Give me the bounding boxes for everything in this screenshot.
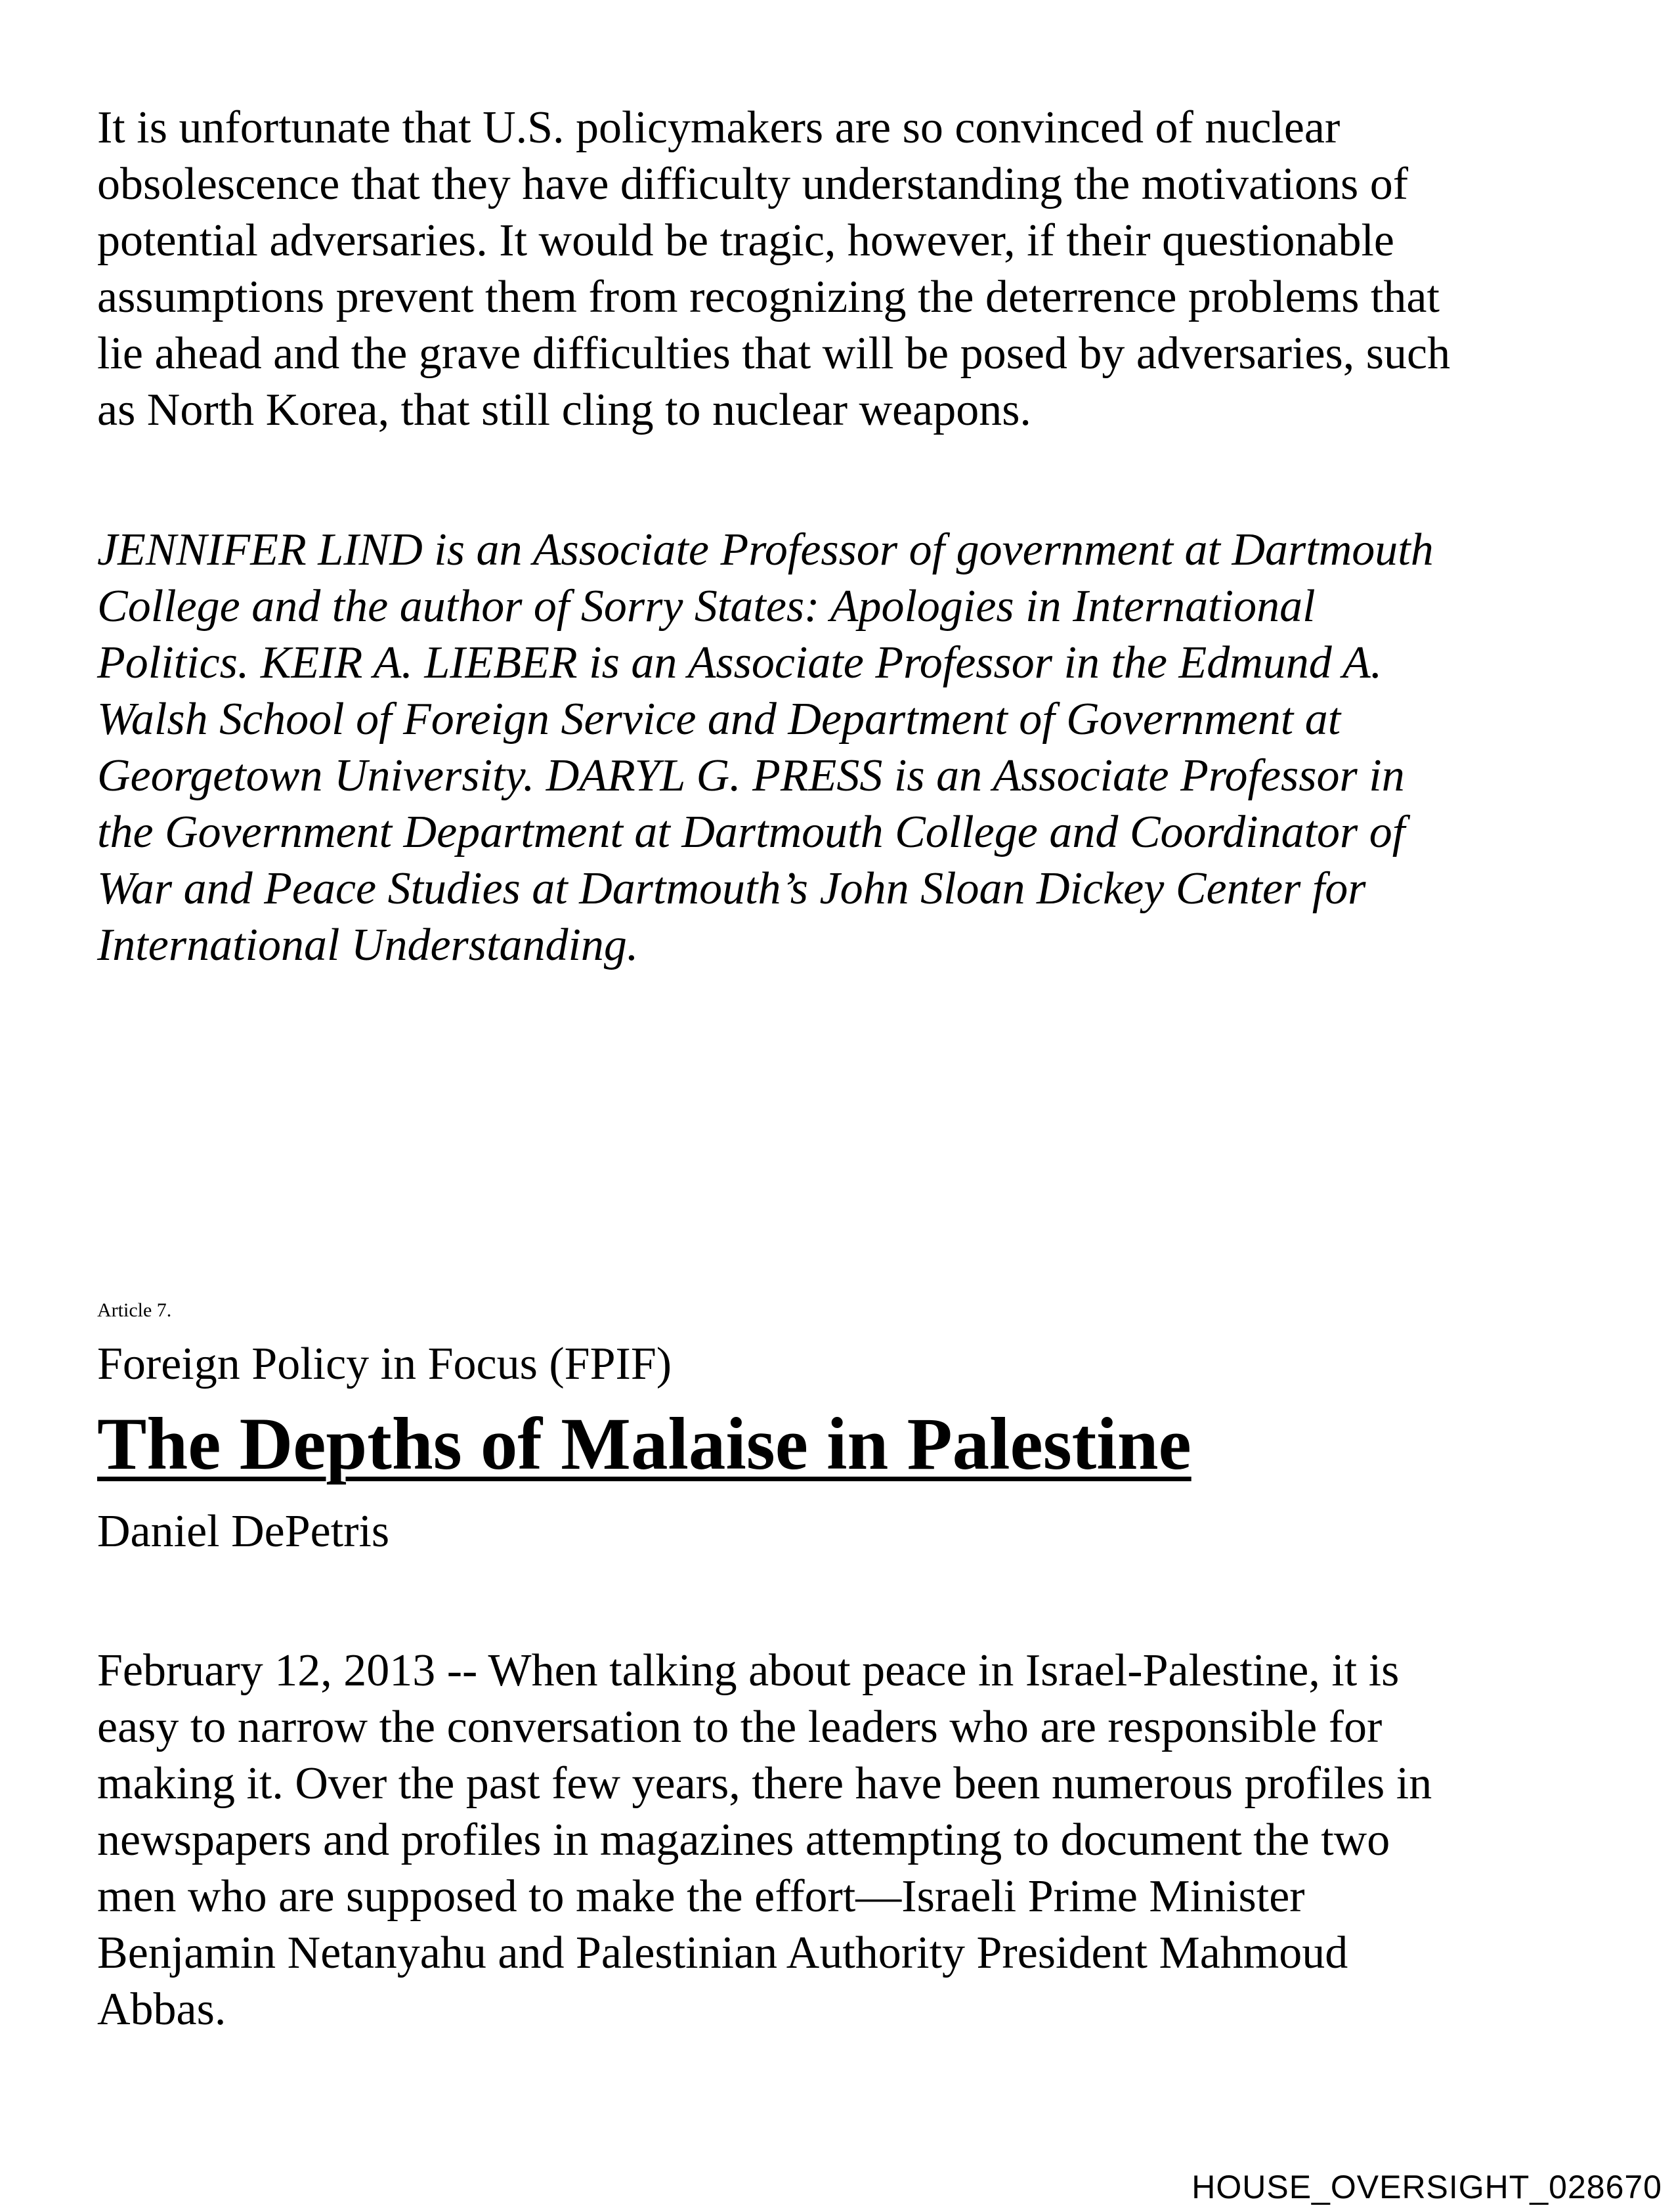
article-body-line: easy to narrow the conversation to the leaders who are responsible for [97,1702,1383,1752]
article-author: Daniel DePetris [97,1506,390,1557]
article-label: Article 7. [97,1299,172,1321]
article-headline: The Depths of Malaise in Palestine [97,1403,1191,1485]
author-bio-line: Walsh School of Foreign Service and Department of Government at [97,694,1341,745]
author-bio-line: Georgetown University. DARYL G. PRESS is an Associate Professor in [97,750,1405,801]
article-body-line: Benjamin Netanyahu and Palestinian Authority President Mahmoud [97,1928,1348,1978]
intro-paragraph-line: assumptions prevent them from recognizing the deterrence problems that [97,272,1440,322]
intro-paragraph-line: potential adversaries. It would be tragic, however, if their questionable [97,215,1394,266]
article-body [97,1643,1432,2038]
intro-paragraph-line: It is unfortunate that U.S. policymakers are so convinced of nuclear [97,102,1341,153]
author-bio-line: the Government Department at Dartmouth College and Coordinator of [97,807,1406,857]
article-body-line: making it. Over the past few years, there have been numerous profiles in [97,1758,1432,1809]
article-source: Foreign Policy in Focus (FPIF) [97,1339,672,1389]
bates-number: HOUSE_OVERSIGHT_028670 [1191,2169,1662,2205]
intro-paragraph-line: obsolescence that they have difficulty understanding the motivations of [97,159,1409,209]
author-bio [97,522,1434,974]
author-bio-line: Politics. KEIR A. LIEBER is an Associate Professor in the Edmund A. [97,638,1383,688]
article-body-line: Abbas. [97,1984,226,2035]
article-body-line: newspapers and profiles in magazines attempting to document the two [97,1815,1390,1865]
author-bio-line: College and the author of Sorry States: Apologies in International [97,581,1316,632]
author-bio-line: War and Peace Studies at Dartmouth’s John Sloan Dickey Center for [97,863,1366,914]
article-body-line: February 12, 2013 -- When talking about peace in Israel-Palestine, it is [97,1645,1400,1696]
intro-paragraph-line: lie ahead and the grave difficulties that will be posed by adversaries, such [97,328,1451,379]
intro-paragraph-line: as North Korea, that still cling to nuclear weapons. [97,385,1031,435]
author-bio-line: International Understanding. [97,920,639,970]
article-body-line: men who are supposed to make the effort—Israeli Prime Minister [97,1871,1305,1922]
intro-paragraph [97,100,1450,439]
author-bio-line: JENNIFER LIND is an Associate Professor of government at Dartmouth [97,525,1434,575]
